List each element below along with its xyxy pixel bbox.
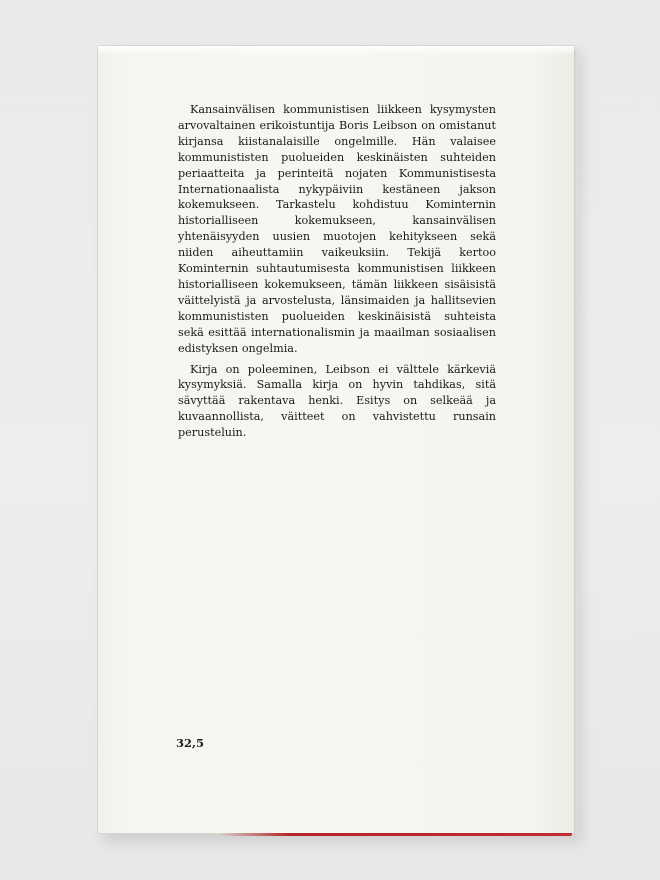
red-cover-edge	[218, 833, 572, 836]
page-edge	[574, 50, 578, 836]
blurb-paragraph-1: Kansainvälisen kommunistisen liikkeen kysymysten arvovaltainen erikoistuntija Boris Leibson on omistanut kirjansa kiistanalaisille ongelmille. Hän valaisee kommunististen puolueiden keskinäisten suhteiden periaatteita ja perinteitä nojaten Kommunistisesta Internationaalista nykypäiviin kestäneen jakson kokemukseen. Tarkastelu kohdistuu Kominternin historialliseen kokemukseen, kansainvälisen yhtenäisyyden uusien muotojen kehitykseen sekä niiden aiheuttamiin vaikeuksiin. Tekijä kertoo Kominternin suhtautumisesta kommunistisen liikkeen historialliseen kokemukseen, tämän liikkeen sisäisistä väittelyistä ja arvostelusta, länsimaiden ja hallitsevien kommunististen puolueiden keskinäisistä suhteista sekä esittää internationalismin ja maailman sosiaalisen edistyksen ongelmia.	[178, 103, 496, 355]
book-back-cover	[97, 45, 575, 834]
blurb-text	[178, 102, 496, 446]
blurb-paragraph-2: Kirja on poleeminen, Leibson ei välttele kärkeviä kysymyksiä. Samalla kirja on hyvin tahdikas, sitä sävyttää rakentava henki. Esitys on selkeää ja kuvaannollista, väitteet on vahvistettu runsain perusteluin.	[178, 362, 496, 440]
price-label: 32,5	[176, 736, 205, 750]
